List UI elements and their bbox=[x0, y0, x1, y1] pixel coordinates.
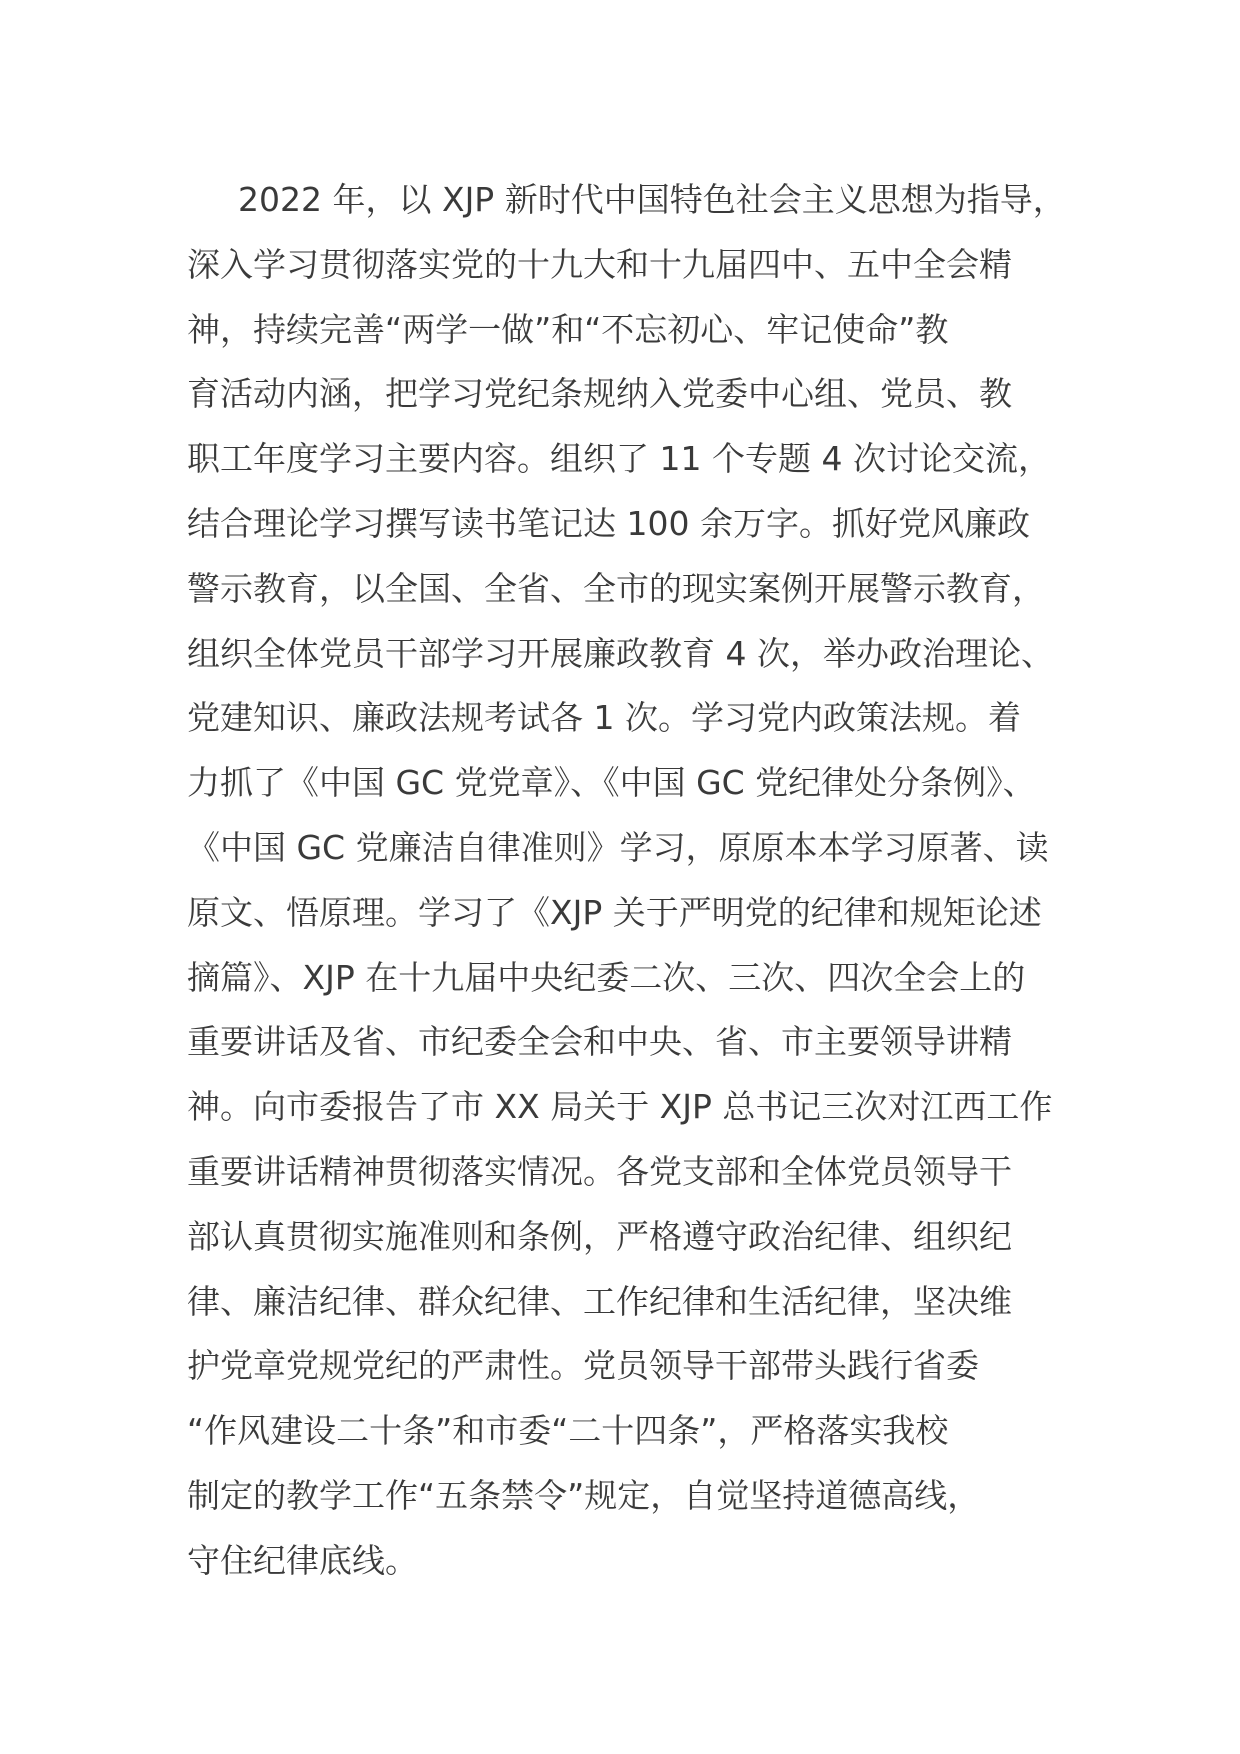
paragraph-line: 原文、悟原理。学习了《XJP 关于严明党的纪律和规矩论述 bbox=[187, 892, 1042, 932]
paragraph-line: “作风建设二十条”和市委“二十四条”，严格落实我校 bbox=[187, 1411, 949, 1451]
paragraph-line: 守住纪律底线。 bbox=[187, 1540, 418, 1580]
paragraph-line: 育活动内涵，把学习党纪条规纳入党委中心组、党员、教 bbox=[187, 374, 1012, 414]
paragraph-line: 护党章党规党纪的严肃性。党员领导干部带头践行省委 bbox=[187, 1346, 979, 1386]
paragraph-line: 重要讲话精神贯彻落实情况。各党支部和全体党员领导干 bbox=[187, 1151, 1012, 1191]
paragraph-line: 2022 年，以 XJP 新时代中国特色社会主义思想为指导， bbox=[238, 180, 1066, 219]
paragraph-line: 党建知识、廉政法规考试各 1 次。学习党内政策法规。着 bbox=[187, 698, 1021, 738]
paragraph-line: 组织全体党员干部学习开展廉政教育 4 次，举办政治理论、 bbox=[187, 633, 1054, 673]
paragraph-line: 神。向市委报告了市 XX 局关于 XJP 总书记三次对江西工作 bbox=[187, 1087, 1053, 1127]
paragraph-line: 《中国 GC 党廉洁自律准则》学习，原原本本学习原著、读 bbox=[187, 827, 1049, 867]
paragraph-line: 部认真贯彻实施准则和条例，严格遵守政治纪律、组织纪 bbox=[187, 1216, 1012, 1256]
paragraph-line: 摘篇》、XJP 在十九届中央纪委二次、三次、四次全会上的 bbox=[187, 957, 1026, 997]
paragraph-line: 结合理论学习撰写读书笔记达 100 余万字。抓好党风廉政 bbox=[187, 503, 1030, 543]
paragraph-line: 力抓了《中国 GC 党党章》、《中国 GC 党纪律处分条例》、 bbox=[187, 763, 1036, 803]
paragraph-line: 深入学习贯彻落实党的十九大和十九届四中、五中全会精 bbox=[187, 244, 1012, 284]
paragraph-line: 制定的教学工作“五条禁令”规定，自觉坚持道德高线， bbox=[187, 1475, 981, 1515]
paragraph-line: 重要讲话及省、市纪委全会和中央、省、市主要领导讲精 bbox=[187, 1022, 1012, 1062]
paragraph-line: 职工年度学习主要内容。组织了 11 个专题 4 次讨论交流， bbox=[187, 439, 1051, 479]
paragraph-line: 神，持续完善“两学一做”和“不忘初心、牢记使命”教 bbox=[187, 309, 949, 349]
body-paragraph bbox=[187, 168, 1087, 1594]
paragraph-line: 警示教育，以全国、全省、全市的现实案例开展警示教育， bbox=[187, 568, 1045, 608]
paragraph-line: 律、廉洁纪律、群众纪律、工作纪律和生活纪律，坚决维 bbox=[187, 1281, 1012, 1321]
